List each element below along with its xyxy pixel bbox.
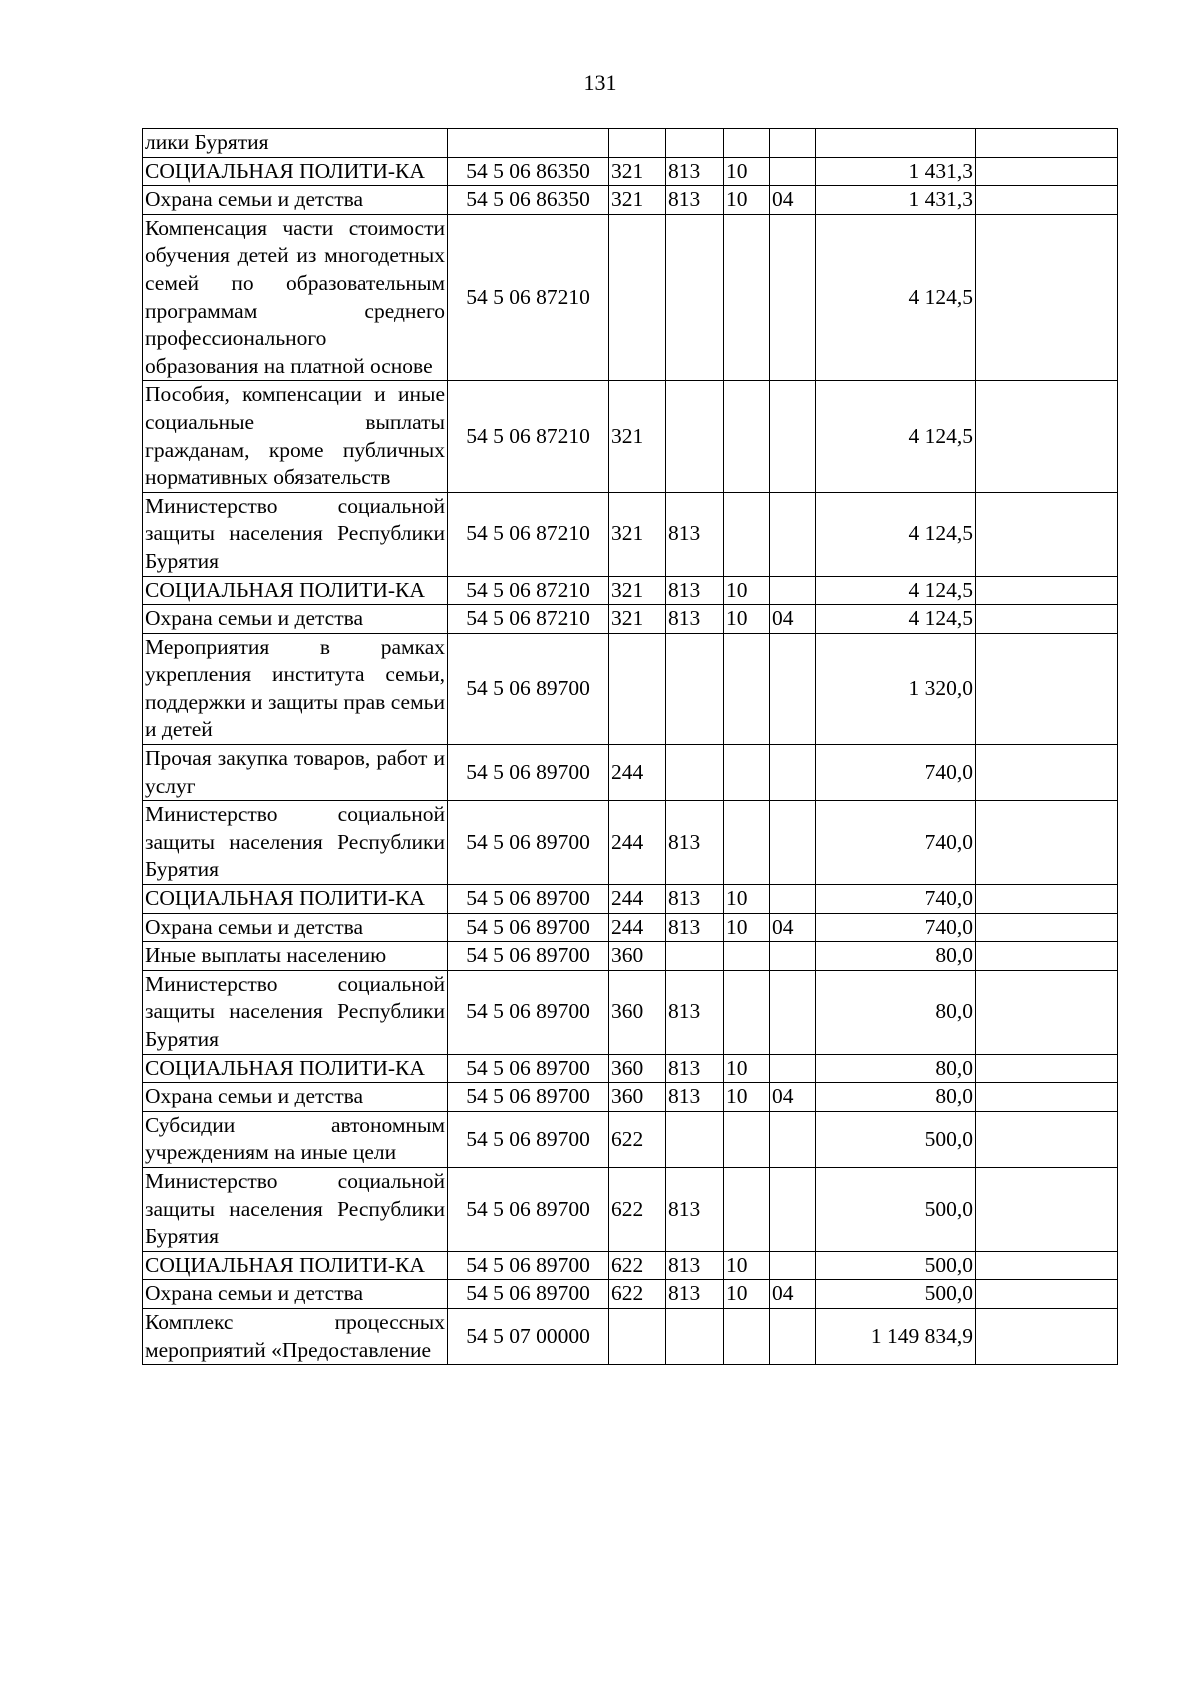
row-csr-cell: 54 5 06 89700 [448,885,609,914]
row-grbs-cell: 813 [666,1251,724,1280]
row-rz-cell [724,214,770,381]
row-vr-cell: 360 [609,1054,666,1083]
page-number: 131 [583,70,617,95]
row-grbs-cell: 813 [666,157,724,186]
row-vr-cell: 321 [609,381,666,492]
row-pr-cell: 04 [770,605,816,634]
row-pr-cell [770,381,816,492]
row-vr-cell [609,214,666,381]
row-name-cell: Охрана семьи и детства [143,1083,448,1112]
row-rz-cell [724,492,770,576]
row-vr-cell: 321 [609,186,666,215]
row-pr-cell [770,801,816,885]
row-extra-cell [976,942,1118,971]
row-sum-cell: 740,0 [816,745,976,801]
row-grbs-cell: 813 [666,801,724,885]
table-row [143,885,1118,914]
table-row [143,1308,1118,1364]
row-rz-cell [724,633,770,744]
row-name-cell: СОЦИАЛЬНАЯ ПОЛИТИ-КА [143,576,448,605]
table-row [143,186,1118,215]
row-rz-cell: 10 [724,186,770,215]
row-grbs-cell: 813 [666,492,724,576]
row-extra-cell [976,492,1118,576]
row-rz-cell: 10 [724,157,770,186]
row-pr-cell [770,492,816,576]
table-row [143,605,1118,634]
row-name-cell: Мероприятия в рамках укрепления института семьи, поддержки и защиты прав семьи и детей [143,633,448,744]
row-vr-cell: 321 [609,492,666,576]
row-csr-cell: 54 5 06 89700 [448,745,609,801]
row-extra-cell [976,885,1118,914]
row-grbs-cell: 813 [666,885,724,914]
row-grbs-cell: 813 [666,1054,724,1083]
table-body [143,129,1118,1365]
row-rz-cell: 10 [724,1251,770,1280]
row-csr-cell: 54 5 06 87210 [448,576,609,605]
row-csr-cell: 54 5 06 89700 [448,801,609,885]
row-grbs-cell [666,745,724,801]
row-csr-cell: 54 5 06 89700 [448,1083,609,1112]
row-rz-cell [724,1111,770,1167]
row-pr-cell [770,745,816,801]
row-csr-cell: 54 5 06 89700 [448,942,609,971]
row-sum-cell: 4 124,5 [816,576,976,605]
table-row [143,1251,1118,1280]
row-sum-cell: 500,0 [816,1167,976,1251]
row-grbs-cell: 813 [666,1083,724,1112]
row-name-cell: Прочая закупка товаров, работ и услуг [143,745,448,801]
row-extra-cell [976,157,1118,186]
table-row [143,1054,1118,1083]
row-extra-cell [976,1280,1118,1309]
table-row [143,129,1118,158]
row-rz-cell [724,942,770,971]
row-vr-cell: 622 [609,1280,666,1309]
row-grbs-cell: 813 [666,186,724,215]
row-rz-cell [724,970,770,1054]
row-vr-cell: 360 [609,1083,666,1112]
row-vr-cell: 244 [609,885,666,914]
row-sum-cell: 740,0 [816,885,976,914]
row-csr-cell: 54 5 06 89700 [448,1251,609,1280]
row-grbs-cell [666,1111,724,1167]
row-pr-cell [770,1308,816,1364]
row-name-cell: Министерство социальной защиты населения Республики Бурятия [143,1167,448,1251]
row-csr-cell: 54 5 06 86350 [448,186,609,215]
row-sum-cell: 4 124,5 [816,605,976,634]
row-pr-cell [770,970,816,1054]
row-extra-cell [976,186,1118,215]
table-row [143,745,1118,801]
row-pr-cell [770,214,816,381]
row-vr-cell: 360 [609,942,666,971]
row-rz-cell [724,745,770,801]
row-vr-cell: 244 [609,913,666,942]
row-pr-cell [770,1054,816,1083]
row-vr-cell [609,633,666,744]
row-vr-cell: 321 [609,157,666,186]
row-extra-cell [976,381,1118,492]
row-rz-cell [724,1308,770,1364]
row-csr-cell: 54 5 06 89700 [448,1167,609,1251]
row-grbs-cell [666,1308,724,1364]
table-row [143,633,1118,744]
row-sum-cell: 740,0 [816,801,976,885]
row-sum-cell: 80,0 [816,1083,976,1112]
row-extra-cell [976,633,1118,744]
row-name-cell: Субсидии автономным учреждениям на иные цели [143,1111,448,1167]
row-grbs-cell [666,633,724,744]
row-sum-cell: 80,0 [816,1054,976,1083]
row-extra-cell [976,1308,1118,1364]
row-csr-cell: 54 5 06 87210 [448,381,609,492]
row-rz-cell: 10 [724,913,770,942]
row-name-cell: СОЦИАЛЬНАЯ ПОЛИТИ-КА [143,1251,448,1280]
row-pr-cell [770,885,816,914]
row-csr-cell [448,129,609,158]
row-pr-cell [770,1111,816,1167]
row-grbs-cell [666,381,724,492]
row-vr-cell: 622 [609,1167,666,1251]
row-rz-cell: 10 [724,1083,770,1112]
row-pr-cell [770,633,816,744]
row-name-cell: Иные выплаты населению [143,942,448,971]
row-csr-cell: 54 5 07 00000 [448,1308,609,1364]
row-grbs-cell: 813 [666,1280,724,1309]
row-vr-cell: 622 [609,1251,666,1280]
row-grbs-cell: 813 [666,605,724,634]
row-pr-cell [770,942,816,971]
row-csr-cell: 54 5 06 89700 [448,970,609,1054]
row-extra-cell [976,801,1118,885]
row-grbs-cell: 813 [666,1167,724,1251]
row-csr-cell: 54 5 06 86350 [448,157,609,186]
row-extra-cell [976,1083,1118,1112]
table-row [143,1280,1118,1309]
row-name-cell: Министерство социальной защиты населения Республики Бурятия [143,492,448,576]
row-pr-cell [770,157,816,186]
table-row [143,970,1118,1054]
row-pr-cell [770,1251,816,1280]
row-rz-cell [724,129,770,158]
row-name-cell: Комплекс процессных мероприятий «Предоставление [143,1308,448,1364]
row-vr-cell: 321 [609,605,666,634]
row-extra-cell [976,913,1118,942]
row-pr-cell: 04 [770,186,816,215]
row-name-cell: Министерство социальной защиты населения Республики Бурятия [143,801,448,885]
row-extra-cell [976,1167,1118,1251]
row-name-cell: Пособия, компенсации и иные социальные выплаты гражданам, кроме публичных нормативных обязательств [143,381,448,492]
row-extra-cell [976,129,1118,158]
table-row [143,942,1118,971]
row-sum-cell: 500,0 [816,1251,976,1280]
row-vr-cell [609,1308,666,1364]
row-sum-cell: 4 124,5 [816,492,976,576]
table-row [143,157,1118,186]
row-csr-cell: 54 5 06 89700 [448,1054,609,1083]
row-vr-cell: 622 [609,1111,666,1167]
row-grbs-cell: 813 [666,913,724,942]
row-rz-cell [724,1167,770,1251]
budget-table [142,128,1118,1365]
row-extra-cell [976,576,1118,605]
row-grbs-cell: 813 [666,576,724,605]
row-vr-cell: 321 [609,576,666,605]
row-sum-cell [816,129,976,158]
row-rz-cell: 10 [724,1280,770,1309]
row-name-cell: лики Бурятия [143,129,448,158]
table-row [143,576,1118,605]
row-vr-cell: 360 [609,970,666,1054]
row-rz-cell: 10 [724,885,770,914]
row-rz-cell: 10 [724,605,770,634]
row-pr-cell [770,129,816,158]
table-row [143,381,1118,492]
row-vr-cell: 244 [609,745,666,801]
row-sum-cell: 1 431,3 [816,186,976,215]
row-name-cell: Охрана семьи и детства [143,1280,448,1309]
row-csr-cell: 54 5 06 89700 [448,1111,609,1167]
row-csr-cell: 54 5 06 89700 [448,1280,609,1309]
row-grbs-cell: 813 [666,970,724,1054]
row-grbs-cell [666,942,724,971]
row-sum-cell: 500,0 [816,1280,976,1309]
row-extra-cell [976,1054,1118,1083]
row-extra-cell [976,1111,1118,1167]
row-grbs-cell [666,129,724,158]
row-sum-cell: 740,0 [816,913,976,942]
row-sum-cell: 80,0 [816,970,976,1054]
row-name-cell: Компенсация части стоимости обучения детей из многодетных семей по образовательным программам среднего профессионального образования на платной основе [143,214,448,381]
row-pr-cell: 04 [770,1280,816,1309]
row-pr-cell: 04 [770,913,816,942]
table-row [143,801,1118,885]
row-sum-cell: 1 320,0 [816,633,976,744]
row-csr-cell: 54 5 06 87210 [448,492,609,576]
row-sum-cell: 1 431,3 [816,157,976,186]
row-rz-cell [724,801,770,885]
row-name-cell: Охрана семьи и детства [143,605,448,634]
row-name-cell: СОЦИАЛЬНАЯ ПОЛИТИ-КА [143,157,448,186]
row-sum-cell: 1 149 834,9 [816,1308,976,1364]
row-csr-cell: 54 5 06 89700 [448,913,609,942]
row-extra-cell [976,605,1118,634]
row-pr-cell [770,1167,816,1251]
row-vr-cell: 244 [609,801,666,885]
row-name-cell: Охрана семьи и детства [143,913,448,942]
row-sum-cell: 80,0 [816,942,976,971]
row-csr-cell: 54 5 06 89700 [448,633,609,744]
row-vr-cell [609,129,666,158]
row-extra-cell [976,745,1118,801]
row-name-cell: Министерство социальной защиты населения Республики Бурятия [143,970,448,1054]
row-extra-cell [976,214,1118,381]
table-row [143,1167,1118,1251]
row-rz-cell: 10 [724,576,770,605]
table-row [143,1083,1118,1112]
row-sum-cell: 500,0 [816,1111,976,1167]
row-csr-cell: 54 5 06 87210 [448,605,609,634]
row-pr-cell: 04 [770,1083,816,1112]
table-row [143,1111,1118,1167]
table-row [143,492,1118,576]
row-pr-cell [770,576,816,605]
table-row [143,913,1118,942]
row-extra-cell [976,970,1118,1054]
row-sum-cell: 4 124,5 [816,214,976,381]
row-rz-cell: 10 [724,1054,770,1083]
row-sum-cell: 4 124,5 [816,381,976,492]
row-name-cell: Охрана семьи и детства [143,186,448,215]
row-rz-cell [724,381,770,492]
table-row [143,214,1118,381]
row-name-cell: СОЦИАЛЬНАЯ ПОЛИТИ-КА [143,1054,448,1083]
row-grbs-cell [666,214,724,381]
row-extra-cell [976,1251,1118,1280]
row-csr-cell: 54 5 06 87210 [448,214,609,381]
row-name-cell: СОЦИАЛЬНАЯ ПОЛИТИ-КА [143,885,448,914]
